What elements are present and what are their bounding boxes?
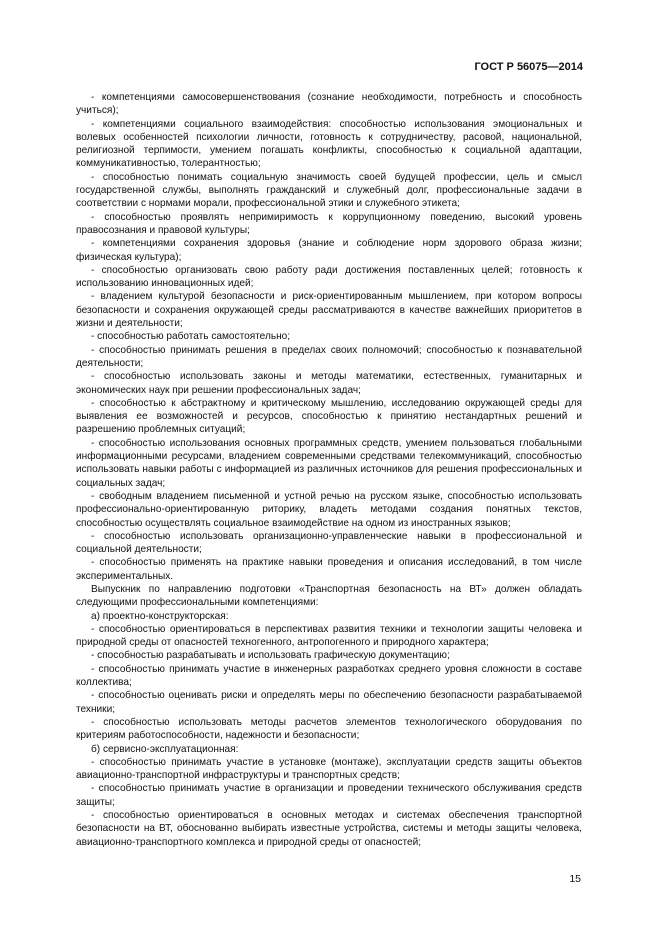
paragraph: б) сервисно-эксплуатационная: xyxy=(91,743,239,755)
paragraph: - способностью организовать свою работу ради достижения поставленных целей; готовность к использованию инновационных идей; xyxy=(76,264,582,290)
paragraph: - способностью использовать организационно-управленческие навыки в профессиональной и социальной деятельности; xyxy=(76,530,582,556)
document-body xyxy=(76,91,582,849)
paragraph: - способностью использовать законы и методы математики, естественных, гуманитарных и экономических наук при решении профессиональных задач; xyxy=(76,371,582,396)
standard-number: ГОСТ Р 56075—2014 xyxy=(474,61,583,73)
paragraph: - компетенциями самосовершенствования (сознание необходимости, потребность и способность учиться); xyxy=(76,92,582,117)
paragraph: - способностью ориентироваться в перспективах развития техники и технологии защиты человека и природной среды от опасностей техногенного, антропогенного и природного характера; xyxy=(76,623,582,649)
paragraph: - способностью понимать социальную значимость своей будущей профессии, цель и смысл государственной службы, выполнять гражданский и служебный долг, профессиональные задачи в соответствии с нормами морали, профессиональной этики и служебного этикета; xyxy=(76,171,582,210)
paragraph: - способностью к абстрактному и критическому мышлению, исследованию окружающей среды для выявления ее возможностей и ресурсов, способностью к принятию нестандартных решений и разрешению проблемных ситуаций; xyxy=(76,397,582,436)
paragraph: - способностью ориентироваться в основных методах и системах обеспечения транспортной безопасности на ВТ, обоснованно выбирать известные устройства, системы и методы защиты человека, авиационно-транспортного комплекса и природной среды от опасностей; xyxy=(76,810,582,848)
paragraph: - способностью разрабатывать и использовать графическую документацию; xyxy=(91,650,450,662)
paragraph: Выпускник по направлению подготовки «Транспортная безопасность на ВТ» должен обладать следующими профессиональными компетенциями: xyxy=(76,583,582,609)
paragraph: - способностью принимать участие в организации и проведении технического обслуживания средств защиты; xyxy=(76,783,582,808)
page-number: 15 xyxy=(569,873,581,885)
paragraph: - способностью работать самостоятельно; xyxy=(91,331,291,343)
paragraph: - способностью проявлять непримиримость к коррупционному поведению, высокий уровень правосознания и правовой культуры; xyxy=(76,211,582,236)
paragraph: - компетенциями сохранения здоровья (знание и соблюдение норм здорового образа жизни; физическая культура); xyxy=(76,238,582,263)
paragraph: - способностью принимать участие в инженерных разработках среднего уровня сложности в составе коллектива; xyxy=(76,663,582,689)
paragraph: - способностью принимать участие в установке (монтаже), эксплуатации средств защиты объектов авиационно-транспортной инфраструктуры и транспортных средств; xyxy=(76,756,582,782)
paragraph: - способностью использования основных программных средств, умением пользоваться глобальными информационными ресурсами, владением современными средствами телекоммуникаций, способностью использовать навыки работы с информацией из различных источников для решения профессиональных и социальных задач; xyxy=(76,437,582,489)
paragraph: а) проектно-конструкторская: xyxy=(91,610,229,622)
paragraph: - способностью применять на практике навыки проведения и описания исследований, в том числе экспериментальных. xyxy=(76,557,582,582)
paragraph: - свободным владением письменной и устной речью на русском языке, способностью использовать профессионально-ориентированную риторику, владеть методами создания понятных текстов, способностью осуществлять социальное взаимодействие на одном из иностранных языков; xyxy=(76,490,582,529)
paragraph: - способностью оценивать риски и определять меры по обеспечению безопасности разрабатываемой техники; xyxy=(76,690,582,715)
paragraph: - способностью использовать методы расчетов элементов технологического оборудования по критериям работоспособности, надежности и безопасности; xyxy=(76,716,582,742)
paragraph: - компетенциями социального взаимодействия: способностью использования эмоциональных и волевых особенностей психологии личности, готовность к сотрудничеству, расовой, национальной, религиозной терпимости, умением погашать конфликты, способностью к социальной адаптации, коммуникативностью, толерантностью; xyxy=(76,118,582,170)
paragraph: - способностью принимать решения в пределах своих полномочий; способностью к познавательной деятельности; xyxy=(76,344,582,369)
paragraph: - владением культурой безопасности и риск-ориентированным мышлением, при котором вопросы безопасности и сохранения окружающей среды рассматриваются в качестве важнейших приоритетов в жизни и деятельности; xyxy=(76,291,582,330)
